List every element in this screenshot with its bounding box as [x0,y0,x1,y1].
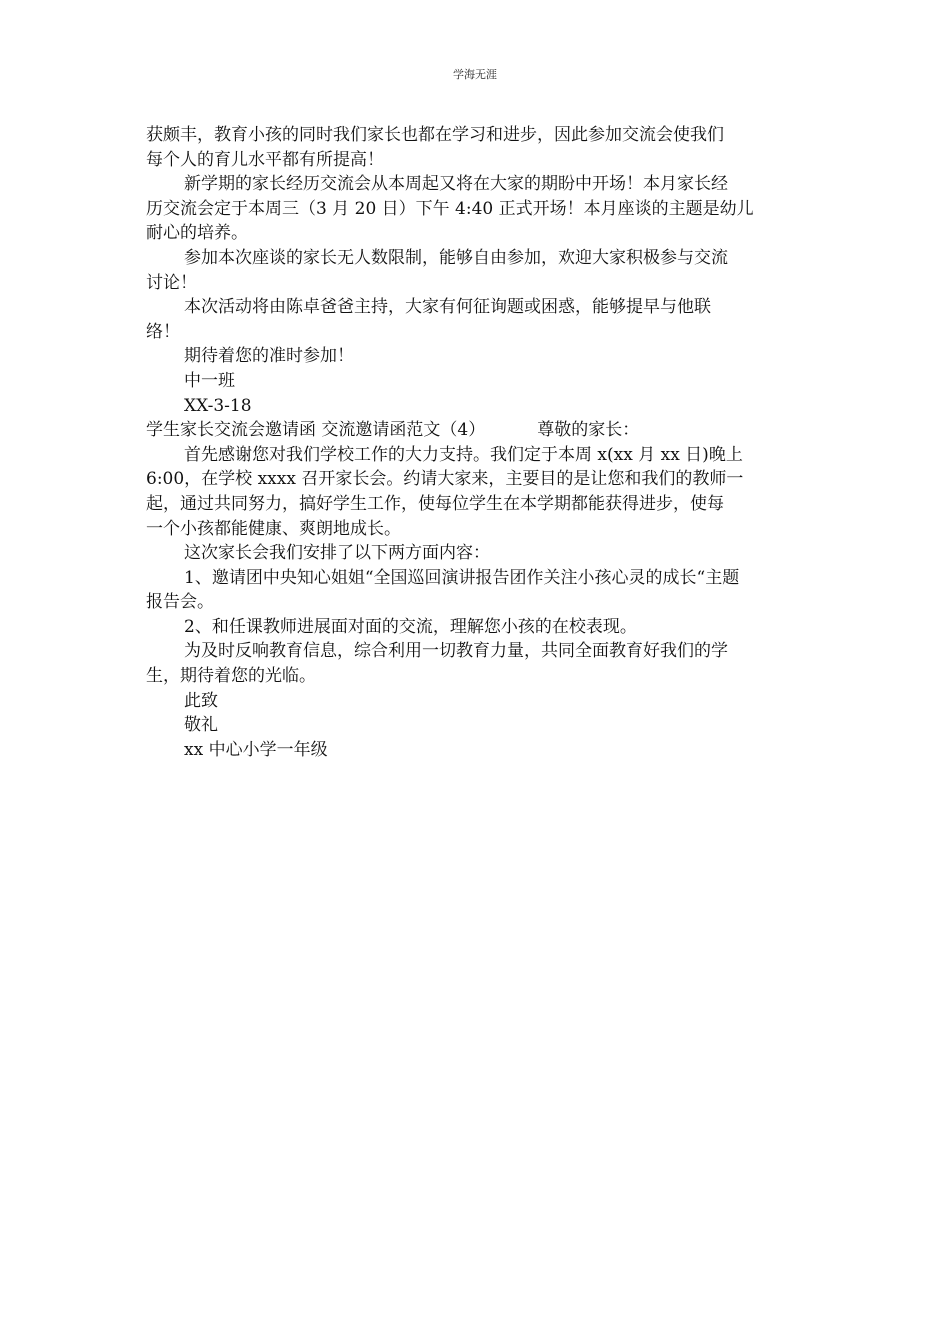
text-line: 讨论！ [146,272,197,293]
text-line: 期待着您的准时参加！ [184,346,354,367]
text-line: 首先感谢您对我们学校工作的大力支持。我们定于本周 x(xx 月 xx 日)晚上 [184,444,743,465]
text-line: 获颇丰，教育小孩的同时我们家长也都在学习和进步，因此参加交流会使我们 [146,125,724,145]
class-name: 中一班 [184,370,235,391]
section-title: 学生家长交流会邀请函 交流邀请函范文（4） 尊敬的家长： [146,420,640,441]
document-body [146,123,810,762]
text-line: 起，通过共同努力，搞好学生工作，使每位学生在本学期都能获得进步，使每 [146,493,724,514]
text-line: 报告会。 [146,592,214,613]
text-line: 耐心的培养。 [146,223,248,244]
salutation: 尊敬的家长： [537,420,640,441]
text-line: 新学期的家长经历交流会从本周起又将在大家的期盼中开场！本月家长经 [184,174,728,195]
signature: xx 中心小学一年级 [184,739,328,760]
list-item: 1、邀请团中央知心姐姐“全国巡回演讲报告团作关注小孩心灵的成长“主题 [184,567,740,588]
text-line: 络！ [146,321,180,342]
text-line: 本次活动将由陈卓爸爸主持，大家有何征询题或困惑，能够提早与他联 [184,297,711,318]
text-line: 一个小孩都能健康、爽朗地成长。 [146,518,401,539]
page-header [0,66,950,82]
text-line: 历交流会定于本周三（3 月 20 日）下午 4:40 正式开场！本月座谈的主题是幼儿 [146,198,754,219]
list-item: 2、和任课教师进展面对面的交流，理解您小孩的在校表现。 [184,616,637,637]
text-line: 每个人的育儿水平都有所提高！ [146,149,384,170]
text-line: 为及时反响教育信息，综合利用一切教育力量，共同全面教育好我们的学 [184,641,728,662]
text-line: 这次家长会我们安排了以下两方面内容： [184,543,490,564]
header-title: 学海无涯 [453,68,497,81]
text-line: 生，期待着您的光临。 [146,666,316,687]
date-line: XX-3-18 [184,395,252,416]
closing: 此致 [184,690,218,711]
closing: 敬礼 [184,715,218,736]
text-line: 参加本次座谈的家长无人数限制，能够自由参加，欢迎大家积极参与交流 [184,247,728,268]
text-line: 6:00，在学校 xxxx 召开家长会。约请大家来，主要目的是让您和我们的教师一 [146,469,744,490]
